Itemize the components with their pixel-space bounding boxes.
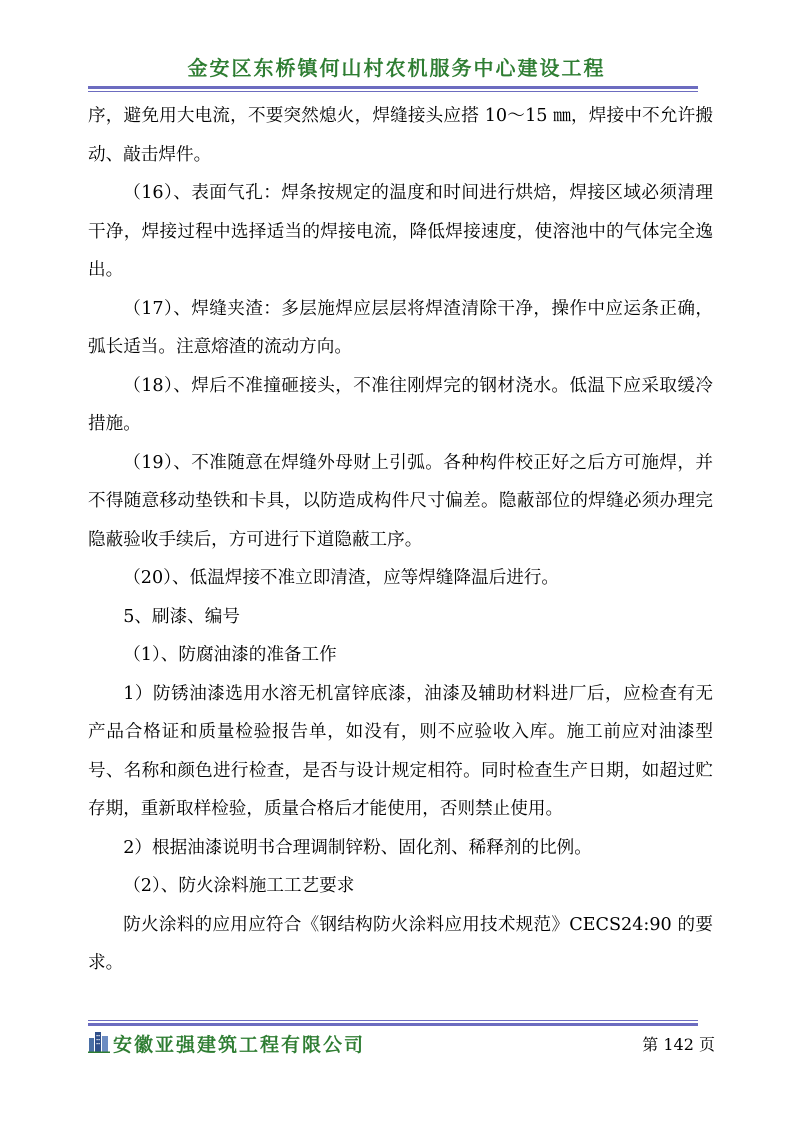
footer-rule-thin xyxy=(88,1020,698,1021)
document-body xyxy=(88,97,713,983)
body-paragraph: 序，避免用大电流，不要突然熄火，焊缝接头应搭 10～15 ㎜，焊接中不允许搬动、敲击焊件。 xyxy=(88,106,713,165)
body-paragraph: （17）、焊缝夹渣：多层施焊应层层将焊渣清除干净，操作中应运条正确，弧长适当。注意熔渣的流动方向。 xyxy=(88,298,713,357)
body-paragraph: （19）、不准随意在焊缝外母财上引弧。各种构件校正好之后方可施焊，并不得随意移动垫铁和卡具，以防造成构件尺寸偏差。隐蔽部位的焊缝必须办理完隐蔽验收手续后，方可进行下道隐蔽工序。 xyxy=(88,452,713,550)
page-number: 第 142 页 xyxy=(642,1035,715,1054)
section-heading: 5、刷漆、编号 xyxy=(123,606,240,627)
header-rule-thin xyxy=(88,91,698,92)
page-header-title: 金安区东桥镇何山村农机服务中心建设工程 xyxy=(187,56,606,80)
body-paragraph: 防火涂料的应用应符合《钢结构防火涂料应用技术规范》CECS24:90 的要求。 xyxy=(88,914,713,973)
body-paragraph: （18）、焊后不准撞砸接头，不准往刚焊完的钢材浇水。低温下应采取缓冷措施。 xyxy=(88,375,713,434)
footer-rule-thick xyxy=(88,1023,698,1026)
footer-company-name: 安徽亚强建筑工程有限公司 xyxy=(113,1034,366,1056)
subsection-heading: （1）、防腐油漆的准备工作 xyxy=(123,645,337,665)
body-paragraph: 1）防锈油漆选用水溶无机富锌底漆，油漆及辅助材料进厂后，应检查有无产品合格证和质量检验报告单，如没有，则不应验收入库。施工前应对油漆型号、名称和颜色进行检查，是否与设计规定相符。同时检查生产日期，如超过贮存期，重新取样检验，质量合格后才能使用，否则禁止使用。 xyxy=(88,683,713,819)
subsection-heading: （2）、防火涂料施工工艺要求 xyxy=(123,876,355,896)
body-paragraph: （16）、表面气孔：焊条按规定的温度和时间进行烘焙，焊接区域必须清理干净，焊接过程中选择适当的焊接电流，降低焊接速度，使溶池中的气体完全逸出。 xyxy=(88,183,713,280)
header-rule-thick xyxy=(88,86,698,89)
body-paragraph: （20）、低温焊接不准立即清渣，应等焊缝降温后进行。 xyxy=(123,568,560,588)
building-logo-icon xyxy=(88,1029,110,1053)
body-paragraph: 2）根据油漆说明书合理调制锌粉、固化剂、稀释剂的比例。 xyxy=(123,837,592,858)
